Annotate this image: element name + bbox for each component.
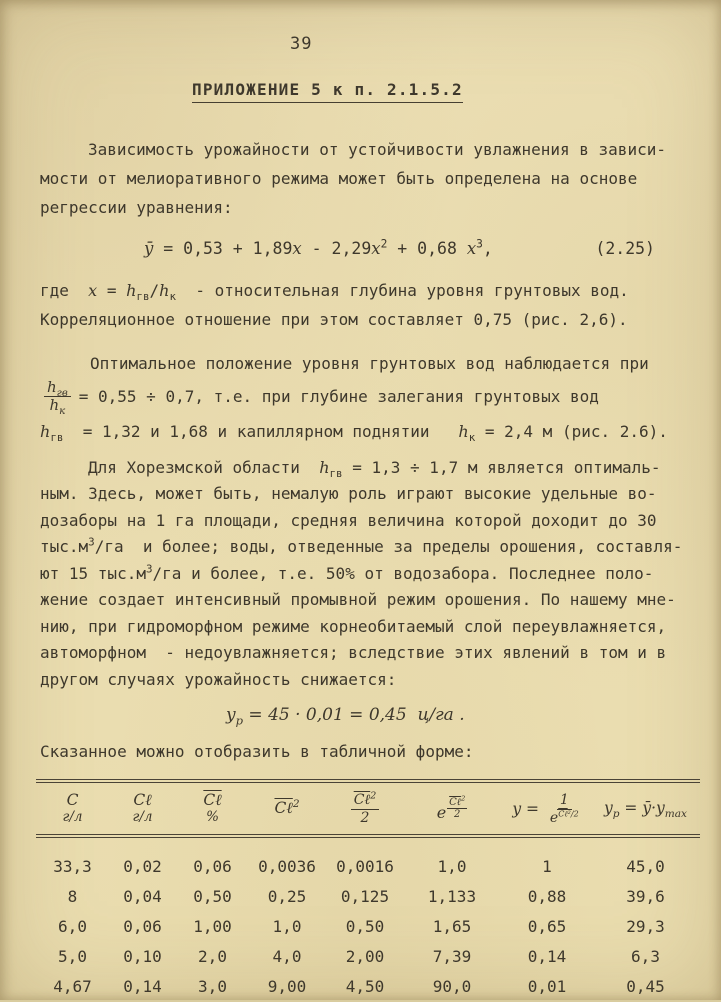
text-line: ным. Здесь, может быть, немалую роль играют высокие удельные во- (40, 484, 657, 503)
table-cell: 0,0016 (336, 857, 394, 876)
paragraph-optimal (40, 350, 693, 445)
table-cell: 5,0 (58, 947, 87, 966)
data-table (36, 779, 700, 1002)
paragraph-intro (40, 135, 693, 222)
table-cell: 39,6 (626, 887, 665, 906)
paragraph-table-lead: Сказанное можно отобразить в табличной форме: (40, 742, 474, 761)
table-cell: 0,45 (626, 977, 665, 996)
paragraph-where (40, 276, 693, 334)
text-line: автоморфном - недоувлажняется; вследствие этих явлений в том и в (40, 643, 667, 662)
table-cell: 0,06 (193, 857, 232, 876)
table-cell: 1,65 (432, 917, 472, 936)
heading-row (40, 54, 693, 103)
text-line: другом случаях урожайность снижается: (40, 669, 397, 689)
table-cell: 0,14 (123, 977, 162, 996)
text-line: $тыс.м^3/га$ и более; воды, отведенные за пределы орошения, составля- (40, 535, 683, 556)
table-cell: 4,50 (345, 977, 385, 996)
table-cell: 0,01 (527, 977, 567, 996)
text-line: мости от мелиоративного режима может быть определена на основе (40, 169, 638, 188)
column-header-exponent: e $\frac{C\ell^2}{2}$ (436, 794, 466, 822)
column-header-chloride: Cℓ г/л (132, 791, 153, 826)
table-cell: 90,0 (432, 977, 472, 996)
table-cell: 0,25 (267, 887, 307, 906)
text-line: регрессии уравнения: (40, 198, 233, 217)
column-header-yield: $y_p$ = $ȳ\cdot y_{max}$ (603, 799, 688, 821)
text-line-with-fraction (40, 378, 693, 418)
table-row (36, 972, 700, 1002)
regression-equation (40, 236, 693, 262)
fraction: $\frac{C\ell^2}{2}$ (351, 792, 380, 825)
hgw-hk-fraction: $\frac{h_{гв}}{h_к}$ (44, 379, 71, 415)
table-cell: 9,00 (267, 977, 307, 996)
table-cell: 33,3 (53, 857, 92, 876)
fraction: $\frac{1}{e^{C\ell^2/2}}$ (549, 792, 579, 826)
text-line: = 0,55 ÷ 0,7, т.е. при глубине залегания грунтовых вод (78, 387, 599, 407)
text-line: Для Хорезмской области $h_{гв} = 1,3 \div 1,7$ м является оптималь- (88, 457, 661, 480)
paragraph-khorezm (40, 455, 693, 694)
column-header-concentration: C г/л (62, 791, 83, 826)
text-line: Оптимальное положение уровня грунтовых вод наблюдается при (90, 354, 649, 373)
table-row (36, 912, 700, 942)
table-cell: 29,3 (626, 917, 665, 936)
text-line: где $x = h_{гв}/h_к$ - относительная глубина уровня грунтовых вод. (40, 281, 629, 304)
table-cell: 7,39 (432, 947, 472, 966)
table-header-row (36, 779, 700, 838)
table-row (36, 852, 700, 882)
column-header-half-squared (325, 792, 405, 825)
text-line: нию, при гидроморфном режиме корнеобитаемый слой переувлажняется, (40, 616, 667, 636)
table-cell: 0,14 (527, 947, 567, 966)
table-cell: 45,0 (626, 857, 665, 876)
table-cell: 2,0 (198, 947, 227, 966)
table-cell: 0,04 (123, 887, 162, 906)
table-cell: 0,10 (123, 947, 162, 966)
table-row (36, 882, 700, 912)
table-cell: 1,00 (193, 917, 232, 936)
appendix-heading: ПРИЛОЖЕНИЕ 5 к п. 2.1.5.2 (192, 80, 463, 103)
text-line: ют 15 $тыс.м^3/га$ и более, т.е. 50% от водозабора. Последнее поло- (40, 562, 654, 583)
table-body (36, 838, 700, 1002)
text-line: $h_{гв} = 1,32$ и 1,68 и капиллярном поднятии $h_к = 2,4$ м (рис. 2.6). (40, 421, 668, 444)
table-cell: 1 (542, 857, 552, 876)
text-line: дозаборы на 1 га площади, средняя величина которой доходит до 30 (40, 510, 657, 530)
column-header-chloride-squared: Cℓ$^2$ (274, 798, 300, 818)
table-row (36, 942, 700, 972)
text-line: жение создает интенсивный промывной режим орошения. По нашему мне- (40, 590, 676, 609)
table-cell: 0,02 (123, 857, 162, 876)
equation-expression: ȳ = $0,53 + 1,89x - 2,29x^2 + 0,68$ $x^3$, (144, 237, 493, 258)
table-cell: 6,3 (631, 947, 660, 966)
table-cell: 6,0 (58, 917, 87, 936)
table-cell: 4,0 (272, 947, 302, 966)
equation-number: (2.25) (595, 239, 655, 258)
table-cell: 0,0036 (258, 857, 316, 876)
page-number: 39 (290, 34, 313, 54)
table-cell: 0,50 (345, 917, 385, 936)
table-cell: 8 (67, 887, 78, 906)
table-cell: 0,50 (193, 887, 232, 906)
table-cell: 0,06 (123, 917, 162, 936)
exponent-fraction: $\frac{C\ell^2}{2}$ (449, 794, 466, 820)
column-header-y-ratio: y = $\frac{1}{e^{C\ell^2/2}}$ (499, 792, 595, 825)
table-cell: 1,133 (427, 887, 477, 906)
column-header-chloride-mean: Cℓ % (203, 791, 222, 826)
text-line: Корреляционное отношение при этом составляет 0,75 (рис. 2,6). (40, 310, 628, 329)
table-cell: 1,0 (272, 917, 302, 936)
table-cell: 0,65 (527, 917, 567, 936)
table-cell: 0,125 (340, 887, 390, 906)
text-line: Зависимость урожайности от устойчивости увлажнения в зависи- (88, 140, 666, 159)
yield-equation: $y_р = 45 \cdot 0,01 = 0,45$ ц/га . (226, 705, 465, 728)
table-cell: 1,0 (437, 857, 467, 876)
table-cell: 0,88 (527, 887, 567, 906)
table-cell: 2,00 (345, 947, 385, 966)
table-cell: 4,67 (53, 977, 92, 996)
table-cell: 3,0 (198, 977, 227, 996)
